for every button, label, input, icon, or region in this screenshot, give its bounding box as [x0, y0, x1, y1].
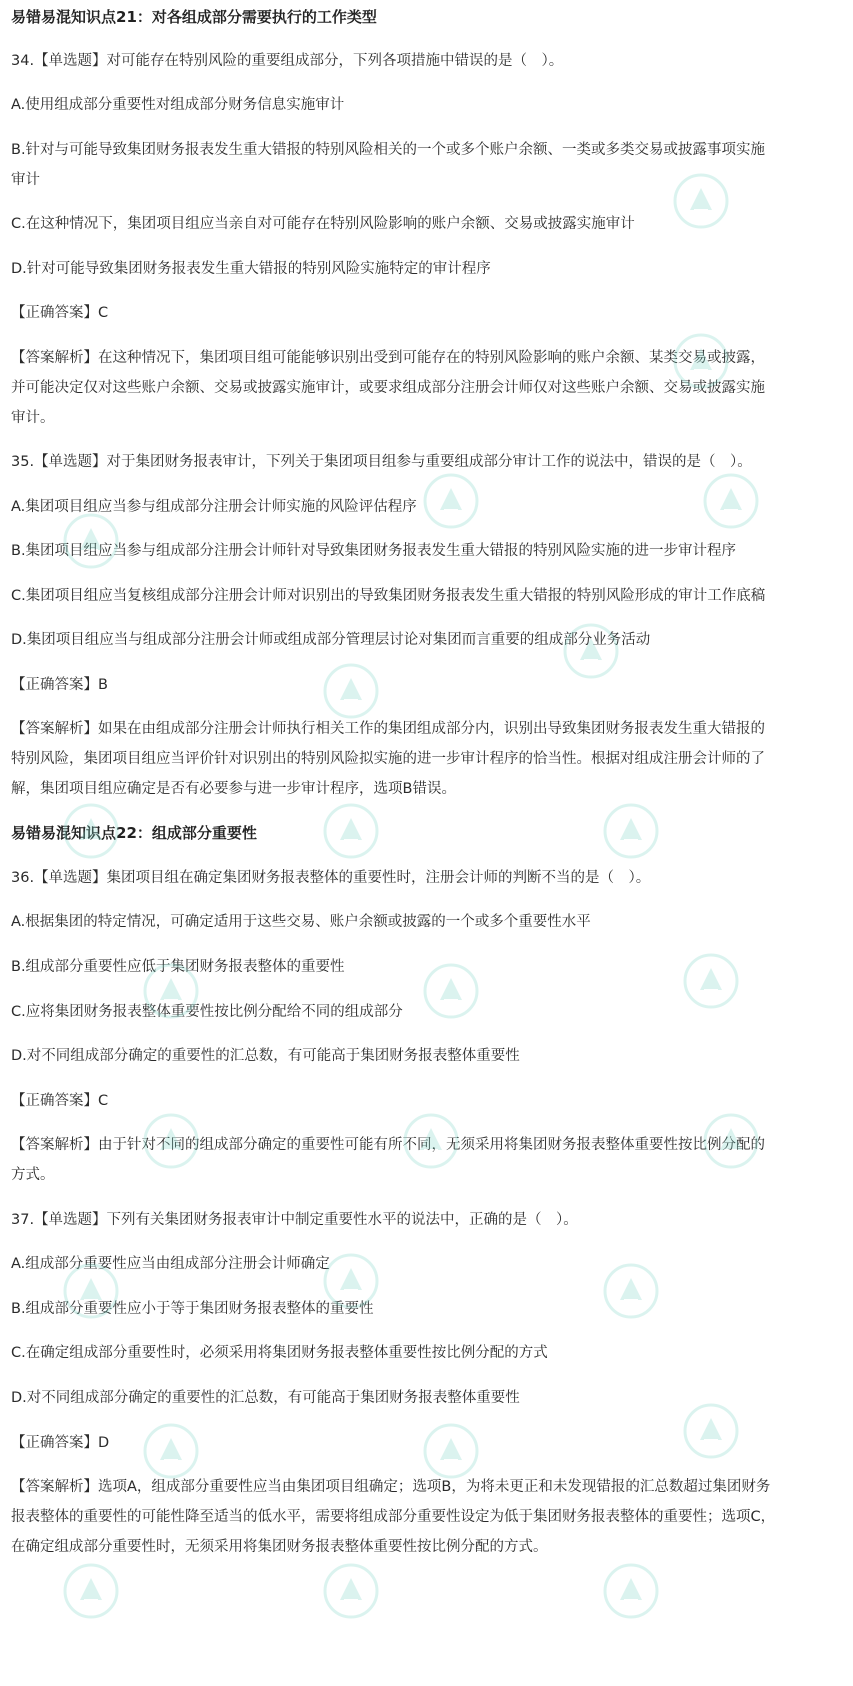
question-35-option-b: B.集团项目组应当参与组成部分注册会计师针对导致集团财务报表发生重大错报的特别风险实施的进一步审计程序: [11, 543, 737, 559]
section-heading-22: 易错易混知识点22：组成部分重要性: [11, 824, 257, 842]
question-35-option-d: D.集团项目组应当与组成部分注册会计师或组成部分管理层讨论对集团而言重要的组成部分业务活动: [11, 632, 651, 648]
question-35-explanation-line2: 特别风险，集团项目组应当评价针对识别出的特别风险拟实施的进一步审计程序的恰当性。根据对组成注册会计师的了: [11, 751, 765, 767]
question-34-explanation-line2: 并可能决定仅对这些账户余额、交易或披露实施审计，或要求组成部分注册会计师仅对这些账户余额、交易或披露实施: [11, 380, 765, 396]
question-36-answer: 【正确答案】C: [11, 1093, 109, 1109]
question-36-stem: 36.【单选题】集团项目组在确定集团财务报表整体的重要性时，注册会计师的判断不当的是（ ）。: [11, 870, 651, 886]
question-37-explanation-line3: 在确定组成部分重要性时，无须采用将集团财务报表整体重要性按比例分配的方式。: [11, 1539, 548, 1555]
question-36-option-d: D.对不同组成部分确定的重要性的汇总数，有可能高于集团财务报表整体重要性: [11, 1048, 520, 1064]
question-34-option-b-cont: 审计: [11, 172, 40, 188]
question-37-explanation-line2: 报表整体的重要性的可能性降至适当的低水平，需要将组成部分重要性设定为低于集团财务报表整体的重要性；选项C，: [11, 1509, 776, 1525]
question-37-option-c: C.在确定组成部分重要性时，必须采用将集团财务报表整体重要性按比例分配的方式: [11, 1345, 548, 1361]
section-heading-21: 易错易混知识点21：对各组成部分需要执行的工作类型: [11, 8, 377, 26]
question-34-explanation: 【答案解析】在这种情况下，集团项目组可能能够识别出受到可能存在的特别风险影响的账户余额、某类交易或披露，: [11, 350, 765, 366]
question-37-option-b: B.组成部分重要性应小于等于集团财务报表整体的重要性: [11, 1301, 374, 1317]
question-37-stem: 37.【单选题】下列有关集团财务报表审计中制定重要性水平的说法中，正确的是（ ）。: [11, 1212, 578, 1228]
question-34-stem: 34.【单选题】对可能存在特别风险的重要组成部分，下列各项措施中错误的是（ ）。: [11, 53, 564, 69]
question-35-stem: 35.【单选题】对于集团财务报表审计，下列关于集团项目组参与重要组成部分审计工作的说法中，错误的是（ ）。: [11, 454, 752, 470]
question-36-option-a: A.根据集团的特定情况，可确定适用于这些交易、账户余额或披露的一个或多个重要性水平: [11, 914, 591, 930]
question-34-explanation-line3: 审计。: [11, 410, 55, 426]
question-34-answer: 【正确答案】C: [11, 305, 109, 321]
question-34-option-b: B.针对与可能导致集团财务报表发生重大错报的特别风险相关的一个或多个账户余额、一类或多类交易或披露事项实施: [11, 142, 766, 158]
question-35-option-c: C.集团项目组应当复核组成部分注册会计师对识别出的导致集团财务报表发生重大错报的特别风险形成的审计工作底稿: [11, 588, 766, 604]
question-37-explanation: 【答案解析】选项A，组成部分重要性应当由集团项目组确定；选项B，为将未更正和未发现错报的汇总数超过集团财务: [11, 1479, 771, 1495]
question-34-option-c: C.在这种情况下，集团项目组应当亲自对可能存在特别风险影响的账户余额、交易或披露实施审计: [11, 216, 635, 232]
question-36-option-c: C.应将集团财务报表整体重要性按比例分配给不同的组成部分: [11, 1004, 403, 1020]
question-35-option-a: A.集团项目组应当参与组成部分注册会计师实施的风险评估程序: [11, 499, 417, 515]
question-36-option-b: B.组成部分重要性应低于集团财务报表整体的重要性: [11, 959, 345, 975]
question-36-explanation-line2: 方式。: [11, 1167, 55, 1183]
question-34-option-a: A.使用组成部分重要性对组成部分财务信息实施审计: [11, 97, 345, 113]
question-37-option-a: A.组成部分重要性应当由组成部分注册会计师确定: [11, 1256, 330, 1272]
question-34-option-d: D.针对可能导致集团财务报表发生重大错报的特别风险实施特定的审计程序: [11, 261, 491, 277]
question-37-option-d: D.对不同组成部分确定的重要性的汇总数，有可能高于集团财务报表整体重要性: [11, 1390, 520, 1406]
question-35-explanation: 【答案解析】如果在由组成部分注册会计师执行相关工作的集团组成部分内，识别出导致集团财务报表发生重大错报的: [11, 721, 765, 737]
question-37-answer: 【正确答案】D: [11, 1435, 110, 1451]
question-36-explanation: 【答案解析】由于针对不同的组成部分确定的重要性可能有所不同，无须采用将集团财务报表整体重要性按比例分配的: [11, 1137, 765, 1153]
question-35-explanation-line3: 解，集团项目组应确定是否有必要参与进一步审计程序，选项B错误。: [11, 781, 456, 797]
question-35-answer: 【正确答案】B: [11, 677, 108, 693]
